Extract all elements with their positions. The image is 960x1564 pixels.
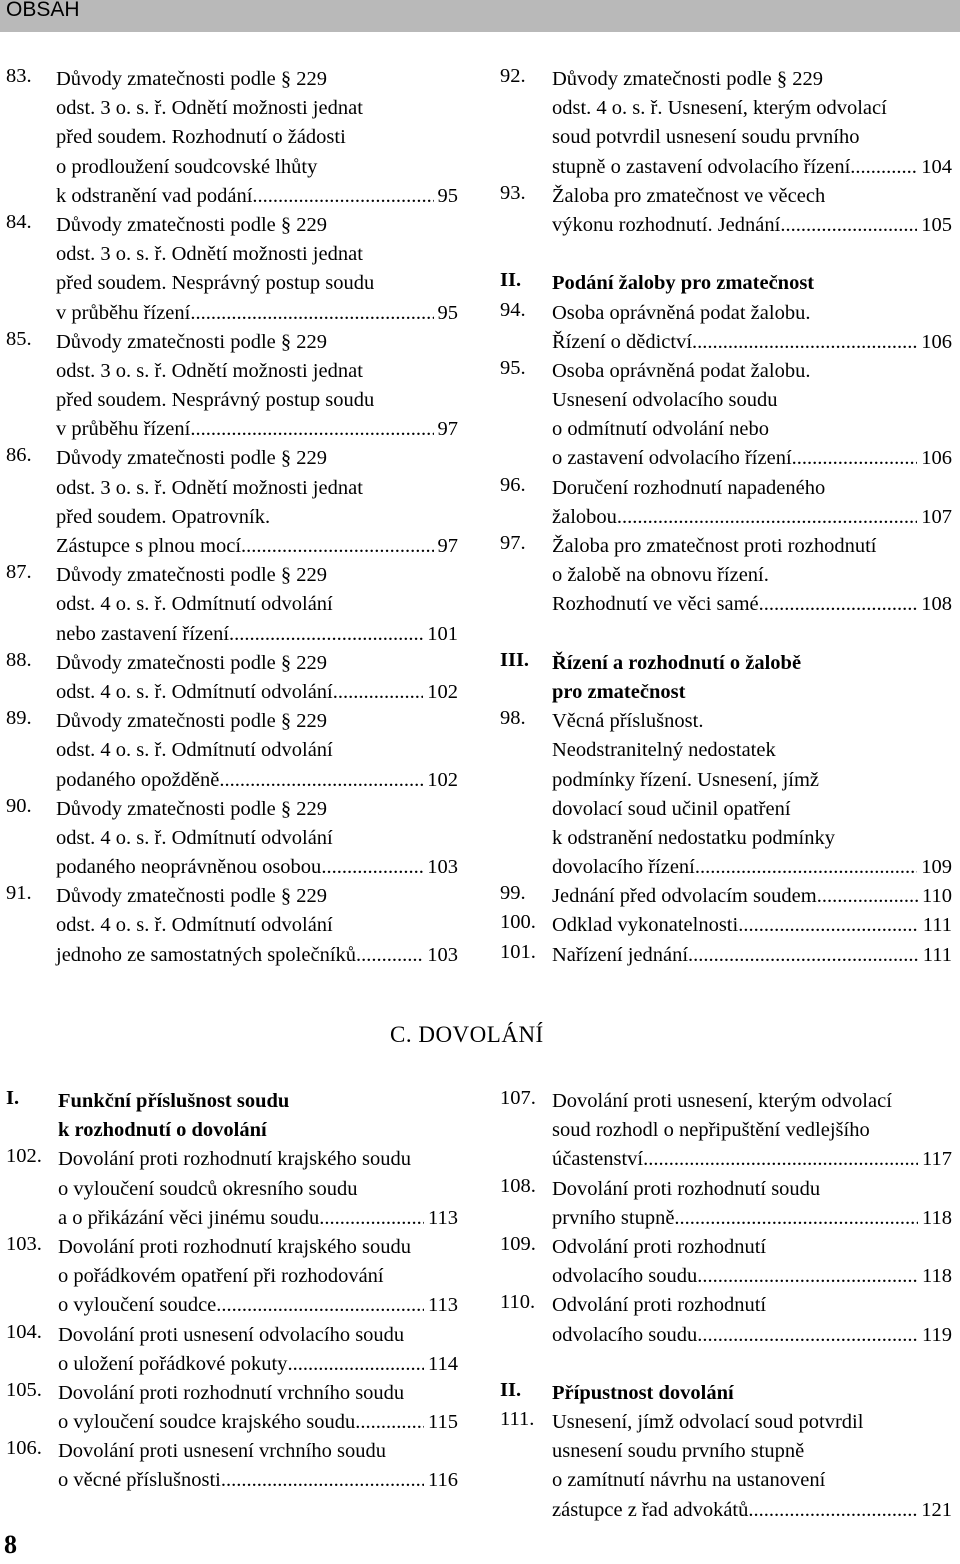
toc-entry-number: 84. <box>6 210 32 233</box>
toc-entry-number: 111. <box>500 1408 535 1431</box>
toc-entry-text: o vyloučení soudce krajského soudu <box>58 1411 356 1434</box>
toc-entry-last-line <box>552 240 952 269</box>
toc-entry <box>500 707 952 882</box>
toc-entry-text: Důvody zmatečnosti podle § 229 <box>56 885 328 908</box>
toc-page-number: 114 <box>428 1352 458 1375</box>
toc-section-heading <box>500 1379 952 1408</box>
toc-entry-number: 87. <box>6 561 32 584</box>
toc-page-number: 113 <box>428 1294 458 1317</box>
toc-entry <box>6 795 458 883</box>
leader-dots <box>356 941 423 970</box>
toc-page-number: 116 <box>428 1469 458 1492</box>
toc-entry-last-line <box>58 1466 458 1495</box>
toc-entry-last-line <box>58 1291 458 1320</box>
toc-entry-number: 93. <box>500 181 526 204</box>
toc-entry-number: 88. <box>6 648 32 671</box>
toc-entry-number: 98. <box>500 707 526 730</box>
toc-page-number: 118 <box>922 1206 952 1229</box>
toc-entry <box>500 474 952 532</box>
toc-entry-text: Věcná příslušnost. <box>552 710 704 733</box>
toc-entry-number: 85. <box>6 327 32 350</box>
toc-page-number: 101 <box>427 622 458 645</box>
toc-entry <box>6 1145 458 1233</box>
toc-entry <box>500 620 952 649</box>
toc-entry-text: podmínky řízení. Usnesení, jímž <box>552 768 820 791</box>
toc-column-bottom-right <box>500 1087 952 1525</box>
toc-entry-text: Rozhodnutí ve věci samé <box>552 593 759 616</box>
toc-entry <box>500 911 952 940</box>
toc-entry-text: nebo zastavení řízení <box>56 622 230 645</box>
toc-entry-text: Řízení o dědictví <box>552 330 693 353</box>
toc-entry-text: Jednání před odvolacím soudem <box>552 885 817 908</box>
toc-page-number: 106 <box>921 447 952 470</box>
toc-entry-text: Důvody zmatečnosti podle § 229 <box>56 68 328 90</box>
toc-entry-text: odst. 4 o. s. ř. Odmítnutí odvolání <box>56 826 333 849</box>
toc-entry <box>500 1408 952 1525</box>
toc-entry-text: Odklad vykonatelnosti <box>552 914 739 937</box>
toc-page-number: 117 <box>922 1148 952 1171</box>
leader-dots <box>319 1204 424 1233</box>
toc-entry-text: podaného neoprávněnou osobou <box>56 856 322 879</box>
leader-dots <box>321 853 423 882</box>
toc-page-number: 121 <box>921 1498 952 1521</box>
leader-dots <box>355 1408 424 1437</box>
toc-section-heading <box>500 649 952 707</box>
toc-entry <box>6 649 458 707</box>
toc-entry-number: 102. <box>6 1145 42 1168</box>
leader-dots <box>697 1262 918 1291</box>
toc-entry-text: k odstranění nedostatku podmínky <box>552 826 835 849</box>
toc-entry-text: o vyloučení soudců okresního soudu <box>58 1177 358 1200</box>
toc-entry-last-line <box>552 620 952 649</box>
toc-entry-last-line <box>58 1408 458 1437</box>
toc-entry-number: 105. <box>6 1378 42 1401</box>
toc-page-number: 102 <box>427 680 458 703</box>
toc-entry-text: Usnesení, jímž odvolací soud potvrdil <box>552 1411 864 1434</box>
toc-entry-text: žalobou <box>552 505 617 528</box>
leader-dots <box>333 678 424 707</box>
toc-entry-number: 97. <box>500 532 526 554</box>
toc-page-number: 115 <box>428 1411 458 1434</box>
leader-dots <box>643 1145 918 1174</box>
toc-entry-number: 90. <box>6 794 32 817</box>
toc-page-number: 107 <box>921 505 952 528</box>
toc-page-number: 111 <box>922 943 952 966</box>
toc-entry-text: Důvody zmatečnosti podle § 229 <box>56 797 328 820</box>
toc-entry-last-line <box>56 182 458 211</box>
toc-entry <box>6 707 458 795</box>
toc-entry <box>6 561 458 649</box>
toc-entry-text: Důvody zmatečnosti podle § 229 <box>552 68 824 90</box>
leader-dots <box>190 299 433 328</box>
toc-entry-number: 99. <box>500 882 526 905</box>
toc-entry-number: 100. <box>500 911 536 934</box>
toc-entry-text: podaného opožděně <box>56 768 220 791</box>
toc-entry-number: 107. <box>500 1087 536 1109</box>
leader-dots <box>850 153 917 182</box>
toc-entry <box>500 1350 952 1379</box>
toc-entry <box>6 444 458 561</box>
toc-entry-number: 108. <box>500 1174 536 1197</box>
toc-entry-number: 104. <box>6 1320 42 1343</box>
leader-dots <box>759 590 918 619</box>
toc-entry-text: odvolacího soudu <box>552 1265 698 1288</box>
toc-entry <box>500 182 952 240</box>
toc-entry-text: soud potvrdil usnesení soudu prvního <box>552 126 860 149</box>
leader-dots <box>697 1321 918 1350</box>
leader-dots <box>748 1496 917 1525</box>
toc-entry-text: o uložení pořádkové pokuty <box>58 1352 288 1375</box>
toc-entry-text: k rozhodnutí o dovolání <box>58 1119 267 1142</box>
toc-page-number: 104 <box>921 155 952 178</box>
toc-entry-last-line <box>58 1204 458 1233</box>
toc-entry-text: Odvolání proti rozhodnutí <box>552 1235 767 1258</box>
toc-entry <box>500 357 952 474</box>
toc-entry-last-line <box>552 590 952 619</box>
toc-entry <box>500 1291 952 1349</box>
toc-page-number: 108 <box>921 593 952 616</box>
toc-entry <box>6 1437 458 1495</box>
toc-entry-text: odst. 4 o. s. ř. Odmítnutí odvolání <box>56 680 333 703</box>
toc-entry-text: v průběhu řízení <box>56 418 191 441</box>
toc-entry-text: stupně o zastavení odvolacího řízení <box>552 155 851 178</box>
toc-entry-text: Důvody zmatečnosti podle § 229 <box>56 447 328 470</box>
toc-entry-number: 91. <box>6 882 32 905</box>
toc-entry-last-line <box>552 211 952 240</box>
toc-section-heading <box>6 1087 458 1145</box>
page-number: 8 <box>4 1530 17 1559</box>
toc-entry-text: Osoba oprávněná podat žalobu. <box>552 359 811 382</box>
toc-entry-text: pro zmatečnost <box>552 680 686 703</box>
toc-entry-number: 86. <box>6 444 32 467</box>
toc-entry-last-line <box>56 941 458 970</box>
toc-entry-number: 96. <box>500 473 526 496</box>
toc-entry-text: odvolacího soudu <box>552 1323 698 1346</box>
toc-entry-text: Podání žaloby pro zmatečnost <box>552 272 815 295</box>
toc-entry-text: Usnesení odvolacího soudu <box>552 389 778 412</box>
toc-entry-text: před soudem. Nesprávný postup soudu <box>56 389 375 412</box>
toc-entry <box>500 1175 952 1233</box>
toc-entry-last-line <box>552 1496 952 1525</box>
toc-entry-last-line <box>552 444 952 473</box>
toc-entry-text: o zastavení odvolacího řízení <box>552 447 792 470</box>
leader-dots <box>792 444 918 473</box>
toc-entry-last-line <box>552 941 952 970</box>
leader-dots <box>219 766 423 795</box>
toc-entry <box>6 211 458 328</box>
toc-entry <box>500 1233 952 1291</box>
toc-entry-last-line <box>552 911 952 940</box>
toc-page-number: 97 <box>437 418 458 441</box>
toc-page-number: 118 <box>922 1265 952 1288</box>
toc-entry-last-line <box>56 532 458 561</box>
toc-entry-text: Dovolání proti rozhodnutí krajského soudu <box>58 1148 412 1171</box>
toc-column-top-right <box>500 65 952 970</box>
toc-entry-text: Důvody zmatečnosti podle § 229 <box>56 564 328 587</box>
toc-entry-text: usnesení soudu prvního stupně <box>552 1440 805 1463</box>
toc-entry-text: soud rozhodl o nepřipuštění vedlejšího <box>552 1119 870 1142</box>
toc-entry-number: II. <box>500 269 522 292</box>
leader-dots <box>674 1204 918 1233</box>
toc-page-number: 102 <box>427 768 458 791</box>
toc-entry <box>500 882 952 911</box>
toc-entry-text: odst. 4 o. s. ř. Odmítnutí odvolání <box>56 739 333 762</box>
leader-dots <box>287 1350 424 1379</box>
leader-dots <box>817 882 918 911</box>
toc-entry-text: odst. 3 o. s. ř. Odnětí možnosti jednat <box>56 476 363 499</box>
toc-entry-number: 83. <box>6 65 32 87</box>
toc-entry-text: před soudem. Nesprávný postup soudu <box>56 272 375 295</box>
toc-entry <box>500 532 952 620</box>
toc-page-number: 97 <box>437 535 458 557</box>
toc-entry <box>6 882 458 970</box>
leader-dots <box>216 1291 424 1320</box>
toc-entry-text: Důvody zmatečnosti podle § 229 <box>56 213 328 236</box>
leader-dots <box>229 620 423 649</box>
toc-entry-text: odst. 4 o. s. ř. Usnesení, kterým odvolací <box>552 97 887 120</box>
toc-entry <box>500 1087 952 1175</box>
toc-entry-text: výkonu rozhodnutí. Jednání <box>552 213 781 236</box>
leader-dots <box>692 328 917 357</box>
leader-dots <box>738 911 919 940</box>
toc-entry-text: k odstranění vad podání <box>56 184 253 207</box>
toc-column-top-left <box>6 65 458 970</box>
toc-page-number: 119 <box>922 1323 952 1346</box>
toc-entry-text: v průběhu řízení <box>56 301 191 324</box>
toc-entry-number: 94. <box>500 298 526 321</box>
leader-dots <box>695 853 917 882</box>
toc-entry-last-line <box>552 503 952 532</box>
toc-entry-last-line <box>552 153 952 182</box>
toc-entry <box>500 299 952 357</box>
toc-page-number: 110 <box>922 885 952 908</box>
toc-entry-text: odst. 4 o. s. ř. Odmítnutí odvolání <box>56 914 333 937</box>
leader-dots <box>190 415 433 444</box>
toc-entry-number: 95. <box>500 356 526 379</box>
toc-entry <box>500 65 952 182</box>
toc-entry-text: odst. 3 o. s. ř. Odnětí možnosti jednat <box>56 243 363 266</box>
toc-entry-number: II. <box>500 1378 522 1401</box>
toc-entry-text: dovolací soud učinil opatření <box>552 797 791 820</box>
toc-entry-text: Dovolání proti rozhodnutí krajského soudu <box>58 1235 412 1258</box>
toc-entry-text: prvního stupně <box>552 1206 675 1229</box>
toc-section-heading <box>500 269 952 298</box>
toc-entry-text: Důvody zmatečnosti podle § 229 <box>56 710 328 733</box>
toc-entry-last-line <box>56 299 458 328</box>
toc-entry-last-line <box>552 1262 952 1291</box>
toc-entry-last-line <box>552 1321 952 1350</box>
toc-entry-text: zástupce z řad advokátů <box>552 1498 749 1521</box>
toc-entry-text: Důvody zmatečnosti podle § 229 <box>56 651 328 674</box>
toc-page-number: 95 <box>437 301 458 324</box>
toc-entry-last-line <box>56 415 458 444</box>
toc-entry-text: Odvolání proti rozhodnutí <box>552 1294 767 1317</box>
toc-entry-number: III. <box>500 648 530 671</box>
toc-entry-text: o odmítnutí odvolání nebo <box>552 418 769 441</box>
toc-entry-text: Důvody zmatečnosti podle § 229 <box>56 330 328 353</box>
toc-entry-last-line <box>552 1350 952 1379</box>
toc-entry-last-line <box>552 1204 952 1233</box>
toc-entry-last-line <box>552 1145 952 1174</box>
toc-entry-text: o vyloučení soudce <box>58 1294 217 1317</box>
toc-entry-text: odst. 3 o. s. ř. Odnětí možnosti jednat <box>56 359 363 382</box>
toc-entry-text: Dovolání proti usnesení vrchního soudu <box>58 1440 386 1463</box>
toc-entry-text: o prodloužení soudcovské lhůty <box>56 155 318 178</box>
toc-page-number: 105 <box>921 213 952 236</box>
toc-entry-text: Dovolání proti rozhodnutí vrchního soudu <box>58 1381 405 1404</box>
toc-entry-text: Osoba oprávněná podat žalobu. <box>552 301 811 324</box>
toc-entry <box>500 240 952 269</box>
toc-entry-text: Nařízení jednání <box>552 943 689 966</box>
toc-entry-text: o žalobě na obnovu řízení. <box>552 564 769 587</box>
toc-entry <box>500 941 952 970</box>
toc-entry-last-line <box>56 620 458 649</box>
toc-page-number: 109 <box>921 856 952 879</box>
toc-entry-text: o pořádkovém opatření při rozhodování <box>58 1265 384 1288</box>
toc-page-number: 113 <box>428 1206 458 1229</box>
toc-entry-text: Neodstranitelný nedostatek <box>552 739 776 762</box>
toc-entry-text: o věcné příslušnosti <box>58 1469 221 1492</box>
toc-page-number: 111 <box>922 914 952 937</box>
toc-entry-last-line <box>58 1350 458 1379</box>
toc-entry-number: 106. <box>6 1437 42 1460</box>
toc-entry-text: Zástupce s plnou mocí <box>56 535 242 557</box>
toc-entry-last-line <box>552 328 952 357</box>
toc-entry <box>6 1379 458 1437</box>
toc-entry-text: před soudem. Rozhodnutí o žádosti <box>56 126 346 149</box>
toc-entry-text: účastenství <box>552 1148 644 1171</box>
toc-entry <box>6 1321 458 1379</box>
toc-entry-text: před soudem. Opatrovník. <box>56 505 271 528</box>
toc-column-bottom-left <box>6 1087 458 1496</box>
toc-entry-last-line <box>552 853 952 882</box>
toc-entry-text: odst. 4 o. s. ř. Odmítnutí odvolání <box>56 593 333 616</box>
toc-entry-number: 109. <box>500 1232 536 1255</box>
section-c-title: C. DOVOLÁNÍ <box>390 1022 544 1047</box>
toc-entry-number: 101. <box>500 940 536 963</box>
toc-entry-text: Funkční příslušnost soudu <box>58 1090 290 1112</box>
toc-entry-text: jednoho ze samostatných společníků <box>56 943 357 966</box>
toc-entry-text: a o přikázání věci jinému soudu <box>58 1206 320 1229</box>
toc-entry-last-line <box>56 678 458 707</box>
toc-entry-text: odst. 3 o. s. ř. Odnětí možnosti jednat <box>56 97 363 120</box>
leader-dots <box>241 532 433 561</box>
toc-entry <box>6 1233 458 1321</box>
leader-dots <box>252 182 433 211</box>
toc-page-number: 103 <box>427 943 458 966</box>
toc-entry <box>6 65 458 211</box>
toc-entry-text: Přípustnost dovolání <box>552 1381 734 1404</box>
toc-entry-text: Doručení rozhodnutí napadeného <box>552 476 826 499</box>
toc-entry <box>6 328 458 445</box>
toc-entry-text: Žaloba pro zmatečnost proti rozhodnutí <box>552 535 877 557</box>
page-header-title: OBSAH <box>6 0 80 21</box>
toc-entry-last-line <box>552 882 952 911</box>
toc-entry-number: 103. <box>6 1232 42 1255</box>
toc-entry-number: 89. <box>6 707 32 730</box>
toc-entry-text: o zamítnutí návrhu na ustanovení <box>552 1469 826 1492</box>
toc-entry-number: 110. <box>500 1291 536 1314</box>
toc-entry-text: Dovolání proti rozhodnutí soudu <box>552 1177 821 1200</box>
leader-dots <box>688 941 919 970</box>
toc-entry-number: I. <box>6 1087 20 1109</box>
toc-entry-text: dovolacího řízení <box>552 856 695 879</box>
toc-page-number: 103 <box>427 856 458 879</box>
leader-dots <box>780 211 917 240</box>
toc-page-number: 106 <box>921 330 952 353</box>
toc-entry-text: Řízení a rozhodnutí o žalobě <box>552 651 802 674</box>
leader-dots <box>221 1466 424 1495</box>
toc-entry-text: Dovolání proti usnesení odvolacího soudu <box>58 1323 405 1346</box>
toc-page-number: 95 <box>437 184 458 207</box>
leader-dots <box>617 503 917 532</box>
toc-entry-text: Žaloba pro zmatečnost ve věcech <box>552 184 826 207</box>
toc-entry-text: Dovolání proti usnesení, kterým odvolací <box>552 1090 892 1112</box>
toc-entry-last-line <box>56 853 458 882</box>
toc-entry-last-line <box>56 766 458 795</box>
page-header-bar <box>0 0 960 32</box>
toc-entry-number: 92. <box>500 65 526 87</box>
